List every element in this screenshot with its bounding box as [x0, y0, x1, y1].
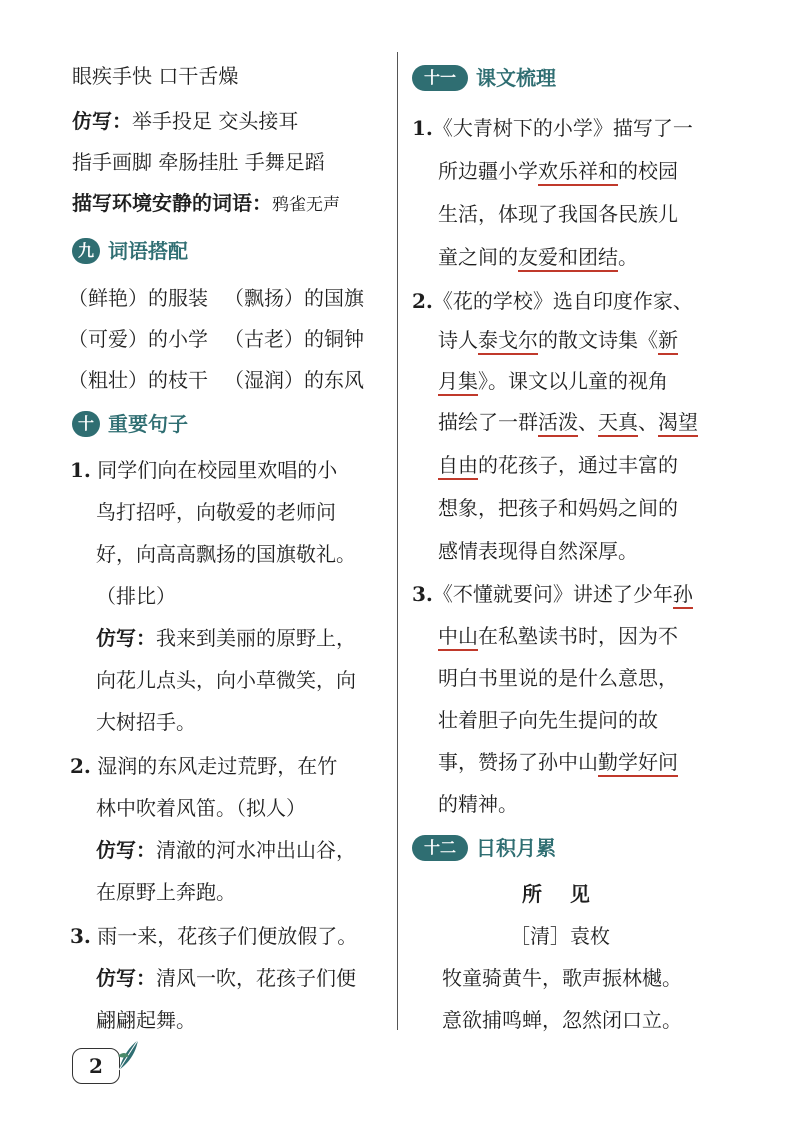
fangxie-label: 仿写： [72, 109, 132, 133]
summary-3-line: 明白书里说的是什么意思， [438, 666, 678, 690]
fangxie-line: 仿写：清风一吹，花孩子们便 [96, 966, 356, 990]
pair-left: （粗壮）的枝干 [68, 368, 208, 392]
summary-2-line: 自由的花孩子，通过丰富的 [438, 451, 678, 479]
summary-1-line: 所边疆小学欢乐祥和的校园 [438, 157, 678, 185]
section-title: 日积月累 [476, 836, 556, 860]
sentence-1-rhetoric: （排比） [96, 584, 176, 608]
summary-1-line: 童之间的友爱和团结。 [438, 243, 638, 271]
env-line: 描写环境安静的词语：鸦雀无声 [72, 191, 340, 215]
page-number: 2 [72, 1048, 120, 1084]
idiom-line: 指手画脚 牵肠挂肚 手舞足蹈 [72, 150, 325, 174]
section-title: 词语搭配 [108, 239, 188, 263]
env-label: 描写环境安静的词语： [72, 191, 272, 215]
pair-right: （湿润）的东风 [224, 368, 364, 392]
column-divider [397, 52, 398, 1030]
pair-left: （鲜艳）的服装 [68, 286, 208, 310]
summary-2-line: 想象，把孩子和妈妈之间的 [438, 496, 678, 520]
summary-3-line: 3.《不懂就要问》讲述了少年孙 [412, 580, 693, 608]
poem-line: 意欲捕鸣蝉，忽然闭口立。 [442, 1008, 682, 1032]
fangxie-line: 翩翩起舞。 [96, 1008, 196, 1032]
fangxie-line: 向花儿点头，向小草微笑，向 [96, 668, 356, 692]
sentence-1-line: 1. 同学们向在校园里欢唱的小 [70, 458, 338, 482]
summary-2-line: 诗人泰戈尔的散文诗集《新 [438, 326, 678, 354]
summary-3-line: 中山在私塾读书时，因为不 [438, 622, 678, 650]
summary-3-line: 事，赞扬了孙中山勤学好问 [438, 748, 678, 776]
summary-2-line: 2.《花的学校》选自印度作家、 [412, 289, 693, 313]
poem-author: ［清］袁枚 [510, 924, 610, 948]
poem-line: 牧童骑黄牛，歌声振林樾。 [442, 966, 682, 990]
fangxie-line: 仿写：清澈的河水冲出山谷， [96, 838, 356, 862]
sentence-1-line: 好，向高高飘扬的国旗敬礼。 [96, 542, 356, 566]
summary-2-line: 月集》。课文以儿童的视角 [438, 367, 668, 395]
summary-1-line: 1.《大青树下的小学》描写了一 [412, 116, 693, 140]
section-12-header [412, 834, 556, 862]
pair-right: （飘扬）的国旗 [224, 286, 364, 310]
section-badge: 九 [72, 238, 100, 264]
fangxie-line: 在原野上奔跑。 [96, 880, 236, 904]
idiom-line: 眼疾手快 口干舌燥 [72, 64, 239, 88]
summary-3-line: 的精神。 [438, 792, 518, 816]
section-title: 重要句子 [108, 412, 188, 436]
section-9-header [72, 237, 188, 265]
section-title: 课文梳理 [476, 66, 556, 90]
poem-title: 所 见 [522, 882, 590, 906]
sentence-3-line: 3. 雨一来，花孩子们便放假了。 [70, 924, 358, 948]
sentence-2-line: 2. 湿润的东风走过荒野，在竹 [70, 754, 338, 778]
pair-right: （古老）的铜钟 [224, 327, 364, 351]
section-11-header [412, 64, 556, 92]
sentence-2-line: 林中吹着风笛。（拟人） [96, 796, 306, 820]
fangxie-line: 大树招手。 [96, 710, 196, 734]
summary-3-line: 壮着胆子向先生提问的故 [438, 708, 658, 732]
section-badge: 十二 [412, 835, 468, 861]
pair-left: （可爱）的小学 [68, 327, 208, 351]
summary-1-line: 生活，体现了我国各民族儿 [438, 202, 678, 226]
fangxie-line: 仿写：举手投足 交头接耳 [72, 109, 299, 133]
summary-2-line: 感情表现得自然深厚。 [438, 539, 638, 563]
leaf-icon [116, 1036, 142, 1072]
section-10-header [72, 410, 188, 438]
summary-2-line: 描绘了一群活泼、天真、渴望 [438, 408, 698, 436]
fangxie-line: 仿写：我来到美丽的原野上， [96, 626, 356, 650]
sentence-1-line: 鸟打招呼，向敬爱的老师问 [96, 500, 336, 524]
section-badge: 十一 [412, 65, 468, 91]
section-badge: 十 [72, 411, 100, 437]
